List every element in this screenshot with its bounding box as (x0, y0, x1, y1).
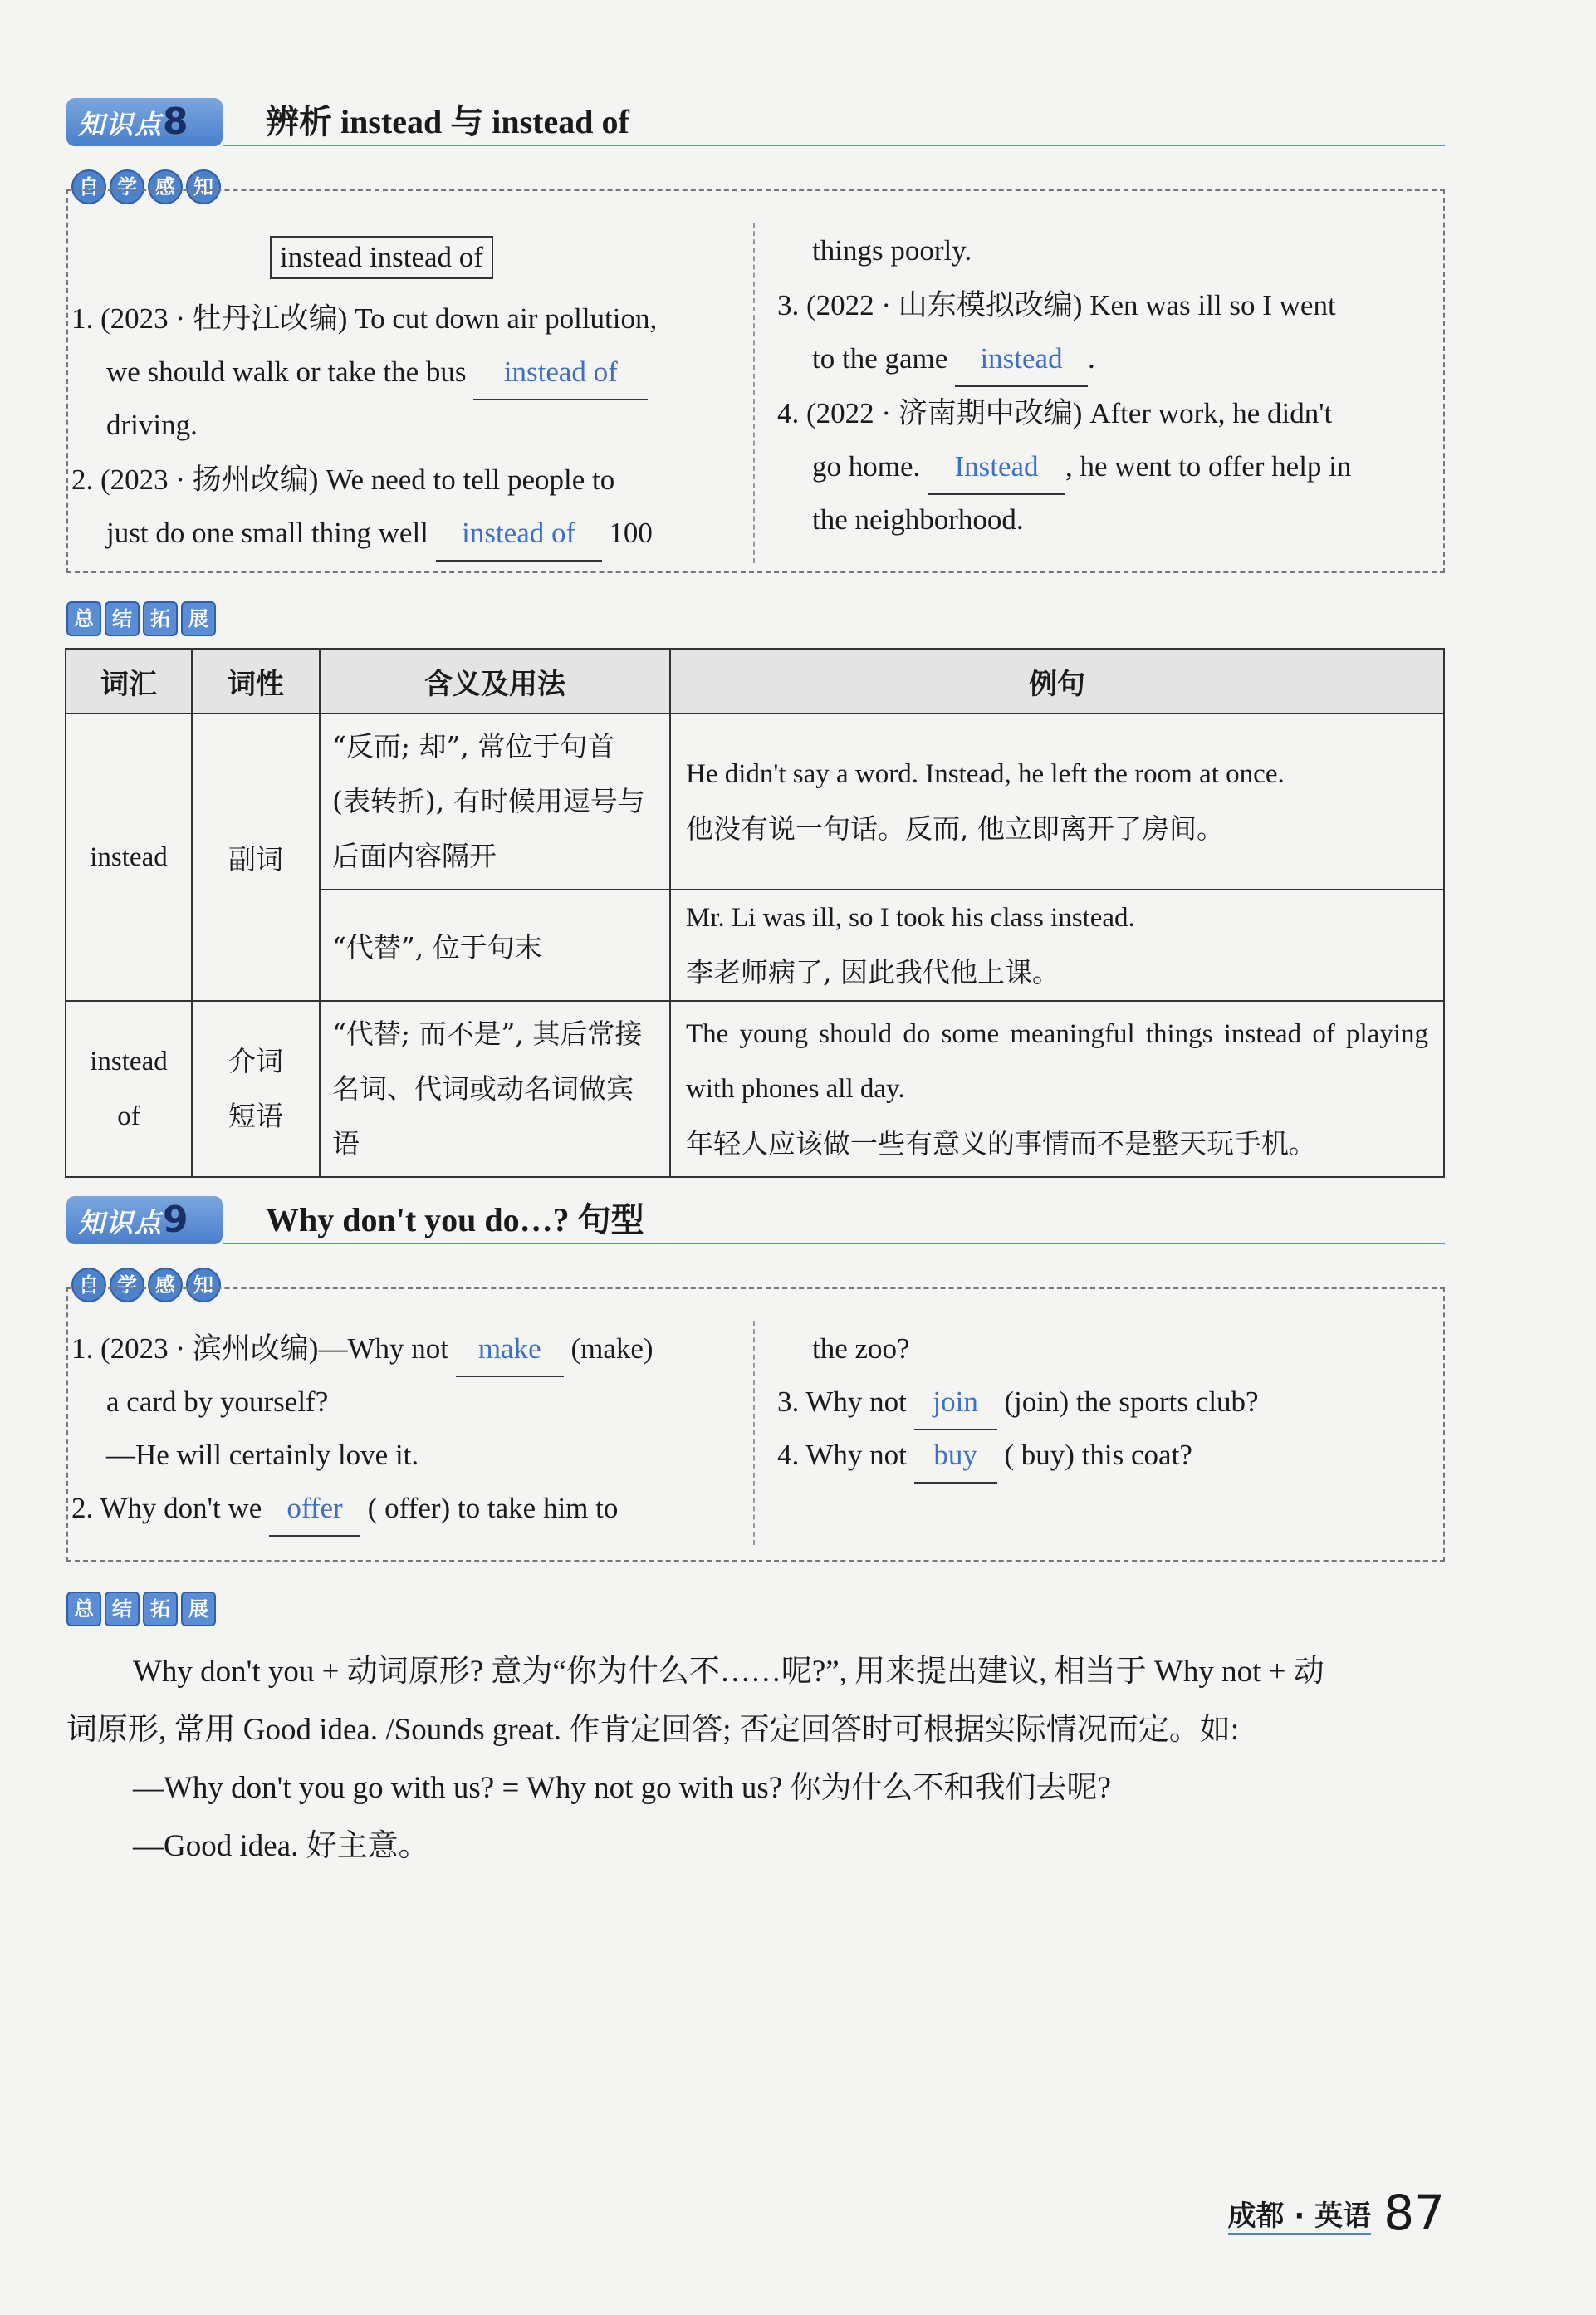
badge-number: 9 (163, 1199, 190, 1241)
table-cell-word: instead of (66, 1001, 192, 1177)
q8-4-line1: 4. (2022 · 济南期中改编) After work, he didn't (777, 397, 1333, 429)
answer-blank[interactable]: join (914, 1376, 997, 1430)
summary-paragraph-line1: Why don't you + 动词原形? 意为“你为什么不……呢?”, 用来提出建议, 相当于 Why not + 动 (133, 1655, 1324, 1689)
section-8-header (66, 98, 1445, 156)
badge-text: 知识点 (78, 109, 164, 140)
q9-3: 3. Why not join (join) the sports club? (777, 1376, 1259, 1430)
q8-3-line2: to the game instead . (812, 332, 1095, 387)
q8-2-line2: just do one small thing well instead of 100 (106, 507, 653, 562)
table-header: 含义及用法 (320, 649, 670, 714)
exercise-divider-9 (753, 1321, 755, 1545)
summary-badge-8: 总 结 拓 展 (66, 601, 216, 638)
q8-1-line3: driving. (106, 409, 198, 441)
badge-number: 8 (163, 101, 190, 143)
section-8-title: 辨析 instead 与 instead of (266, 103, 629, 140)
table-cell-example: Mr. Li was ill, so I took his class instead. 李老师病了, 因此我代他上课。 (670, 890, 1444, 1001)
q8-1-line2: we should walk or take the bus instead of (106, 346, 648, 400)
answer-blank[interactable]: buy (914, 1429, 997, 1484)
q8-4-line3: the neighborhood. (812, 503, 1024, 536)
section-8-badge (66, 98, 223, 146)
table-cell-word: instead (66, 714, 192, 1001)
section-9-title: Why don't you do…? 句型 (266, 1201, 644, 1238)
summary-example-2: —Good idea. 好主意。 (133, 1829, 429, 1863)
self-study-badge-8: 自 学 感 知 (71, 169, 221, 206)
q8-4-line2: go home. Instead , he went to offer help in (812, 440, 1351, 495)
summary-badge-9: 总 结 拓 展 (66, 1592, 216, 1628)
q8-2-line3: things poorly. (812, 234, 972, 267)
table-cell-usage: “反而; 却”, 常位于句首 (表转折), 有时候用逗号与后面内容隔开 (320, 714, 670, 890)
answer-blank[interactable]: instead of (473, 346, 648, 400)
summary-example-1: —Why don't you go with us? = Why not go with us? 你为什么不和我们去呢? (133, 1771, 1111, 1805)
q9-1-line1: 1. (2023 · 滨州改编)—Why not make (make) (71, 1322, 654, 1377)
q9-1-line3: —He will certainly love it. (106, 1439, 419, 1471)
summary-paragraph-line2: 词原形, 常用 Good idea. /Sounds great. 作肯定回答; 否定回答时可根据实际情况而定。如: (66, 1713, 1240, 1747)
page-footer (1228, 2185, 1446, 2241)
section-9-header (66, 1196, 1445, 1254)
table-cell-usage: “代替; 而不是”, 其后常接名词、代词或动名词做宾语 (320, 1001, 670, 1177)
footer-label: 成都 · 英语 (1228, 2200, 1372, 2235)
page-number: 87 (1383, 2185, 1445, 2241)
table-header: 词汇 (66, 649, 192, 714)
self-study-badge-9: 自 学 感 知 (71, 1268, 221, 1304)
table-cell-pos: 介词短语 (192, 1001, 320, 1177)
q8-1-line1: 1. (2023 · 牡丹江改编) To cut down air pollution, (71, 302, 658, 335)
section-8-rule (223, 145, 1445, 146)
q9-2-line2: the zoo? (812, 1332, 910, 1365)
q8-3-line1: 3. (2022 · 山东模拟改编) Ken was ill so I went (777, 289, 1336, 321)
q8-2-line1: 2. (2023 · 扬州改编) We need to tell people to (71, 463, 615, 496)
answer-blank[interactable]: instead of (436, 507, 602, 562)
section-9-rule (223, 1243, 1445, 1244)
table-cell-usage: “代替”, 位于句末 (320, 890, 670, 1001)
section-9-badge (66, 1196, 223, 1244)
word-box: instead instead of (270, 236, 493, 279)
table-cell-example: The young should do some meaningful things instead of playing with phones all day. 年轻人应该做一些有意义的事情而不是整天玩手机。 (670, 1001, 1444, 1177)
badge-text: 知识点 (78, 1207, 164, 1238)
comparison-table (65, 648, 1445, 1178)
q9-4: 4. Why not buy ( buy) this coat? (777, 1429, 1192, 1484)
answer-blank[interactable]: Instead (928, 440, 1065, 495)
q9-2-line1: 2. Why don't we offer ( offer) to take him to (71, 1482, 618, 1537)
q9-1-line2: a card by yourself? (106, 1386, 329, 1418)
answer-blank[interactable]: instead (955, 332, 1088, 387)
answer-blank[interactable]: offer (269, 1482, 360, 1537)
exercise-divider-8 (753, 223, 755, 563)
table-cell-pos: 副词 (192, 714, 320, 1001)
table-header: 词性 (192, 649, 320, 714)
answer-blank[interactable]: make (456, 1322, 564, 1377)
table-header: 例句 (670, 649, 1444, 714)
table-cell-example: He didn't say a word. Instead, he left the room at once. 他没有说一句话。反而, 他立即离开了房间。 (670, 714, 1444, 890)
